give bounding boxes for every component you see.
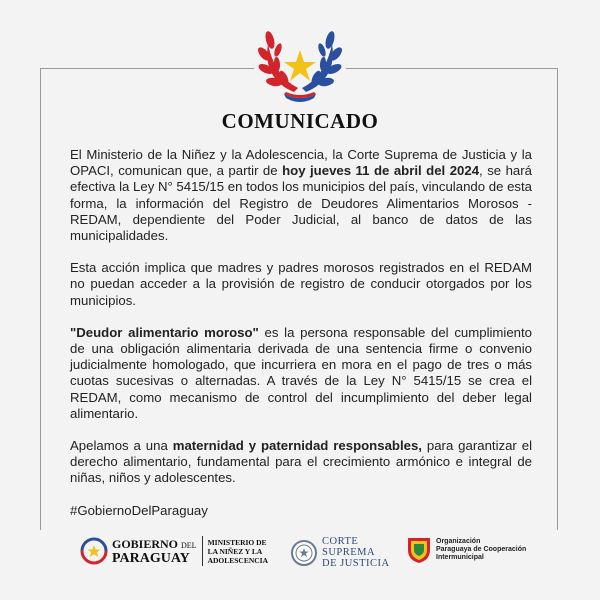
title-container	[205, 106, 395, 136]
responsibility-highlight: maternidad y paternidad responsables,	[172, 438, 422, 454]
corte-seal-icon	[290, 539, 318, 567]
paraguay-emblem-small-icon	[80, 537, 108, 565]
opaci-shield-icon	[406, 536, 432, 564]
laurel-star-icon	[254, 22, 346, 106]
date-highlight: hoy jueves 11 de abril del 2024	[282, 163, 480, 179]
ministerio-logo-text: MINISTERIO DE LA NIÑEZ Y LA ADOLESCENCIA	[207, 537, 269, 565]
announcement-body	[70, 147, 532, 535]
paragraph-1: El Ministerio de la Niñez y la Adolescencia, la Corte Suprema de Justicia y la OPACI, comunican que, a partir de hoy jueves 11 de abril del 2024, se hará efectiva la Ley N° 5415/15 en todos los municipios del país, vinculando de esta forma, la información del Registro de Deudores Alimentarios Morosos - REDAM, dependiente del Poder Judicial, al banco de datos de las municipalidades.	[70, 147, 532, 244]
opaci-logo: Organización Paraguaya de Cooperación Intermunicipal	[406, 536, 526, 564]
gobierno-paraguay-logo: GOBIERNO DEL PARAGUAY MINISTERIO DE LA NIÑEZ Y LA ADOLESCENCIA	[80, 536, 268, 566]
footer-logos	[40, 530, 560, 580]
logo-divider	[202, 536, 203, 566]
hashtag: #GobiernoDelParaguay	[70, 502, 208, 518]
paraguay-emblem	[254, 22, 346, 106]
paragraph-4: Apelamos a una maternidad y paternidad responsables, para garantizar el derecho alimentario, fundamental para el crecimiento armónico e integral de niñas, niños y adolescentes.	[70, 438, 532, 486]
page-title: COMUNICADO	[221, 109, 379, 133]
paragraph-2: Esta acción implica que madres y padres morosos registrados en el REDAM no puedan acceder a la provisión de registro de conducir otorgados por los municipios.	[70, 260, 532, 308]
paragraph-3: "Deudor alimentario moroso" es la persona responsable del cumplimiento de una obligación alimentaria derivada de una sentencia firme o convenio judicialmente homologado, que incurriera en mora en el pago de tres o más cuotas sucesivas o alternadas. A través de la Ley N° 5415/15 se crea el REDAM, como mecanismo de control del incumplimiento del deber legal alimentario.	[70, 324, 533, 421]
corte-suprema-logo: CORTE SUPREMA DE JUSTICIA	[290, 536, 390, 569]
definition-term: "Deudor alimentario moroso"	[70, 324, 259, 340]
